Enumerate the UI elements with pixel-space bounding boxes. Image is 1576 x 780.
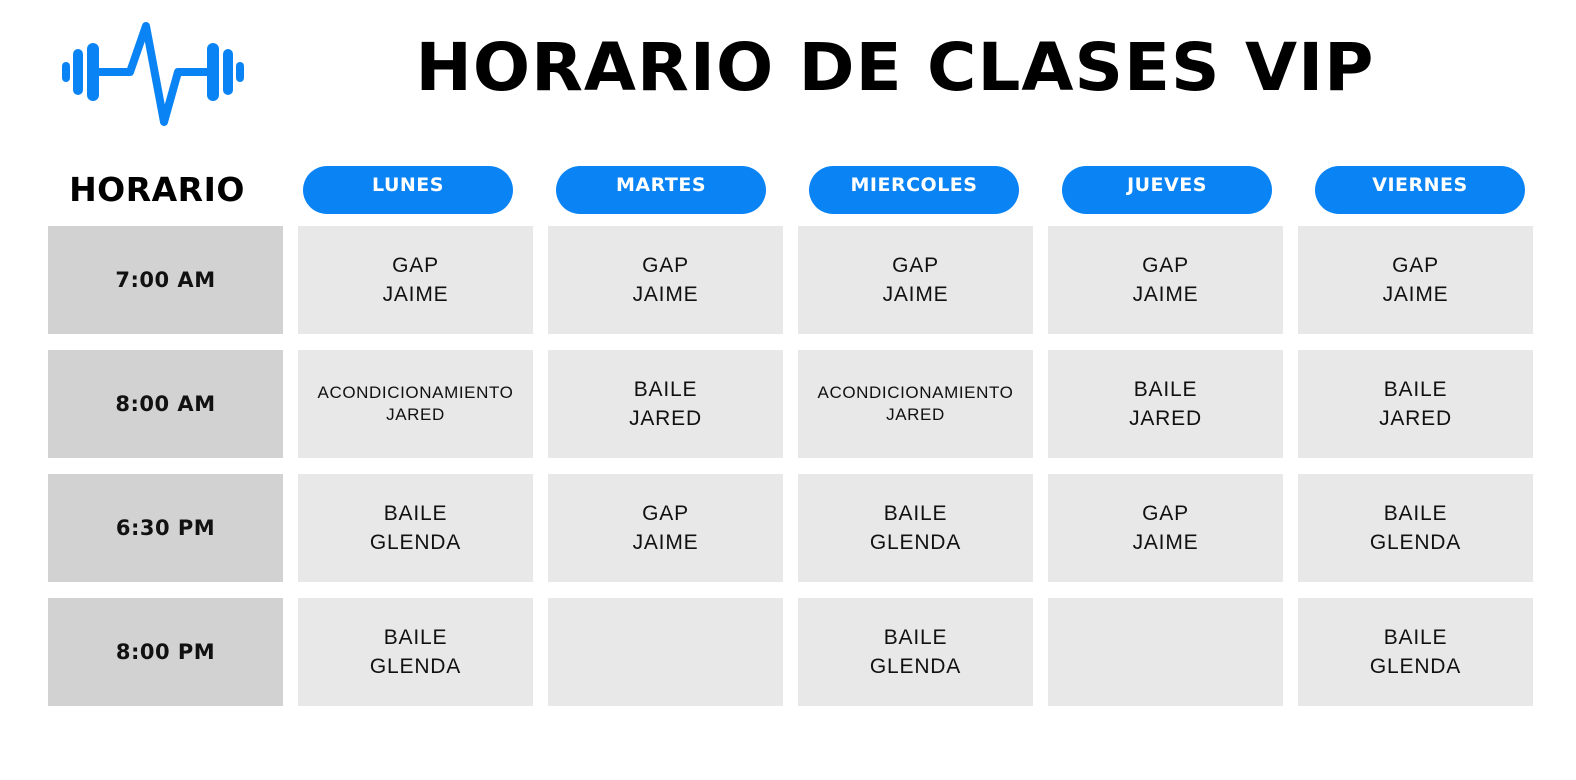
schedule-cell [548, 350, 783, 458]
page-title: HORARIO DE CLASES VIP [415, 29, 1375, 106]
class-name: BAILE [883, 502, 948, 525]
schedule-cell-empty [548, 598, 783, 706]
schedule-cell [1048, 226, 1283, 334]
instructor-name: JAIME [882, 283, 949, 306]
schedule-cell [1298, 350, 1533, 458]
schedule-cell [298, 474, 533, 582]
instructor-name: GLENDA [1369, 531, 1462, 554]
class-name: BAILE [633, 378, 698, 401]
schedule-cell [798, 226, 1033, 334]
schedule-cell [298, 598, 533, 706]
class-name: ACONDICIONAMIENTO [817, 383, 1014, 402]
class-name: BAILE [1383, 502, 1448, 525]
day-header-viernes: VIERNES [1315, 166, 1525, 214]
day-header-miercoles: MIERCOLES [809, 166, 1019, 214]
schedule-cell [798, 474, 1033, 582]
instructor-name: JARED [886, 405, 945, 424]
schedule-cell [548, 474, 783, 582]
time-slot: 8:00 AM [48, 350, 283, 458]
day-header-martes: MARTES [556, 166, 766, 214]
class-name: BAILE [383, 626, 448, 649]
instructor-name: JARED [629, 407, 702, 430]
instructor-name: GLENDA [869, 655, 962, 678]
day-header-lunes: LUNES [303, 166, 513, 214]
class-name: BAILE [883, 626, 948, 649]
class-name: GAP [1142, 254, 1189, 277]
time-slot: 7:00 AM [48, 226, 283, 334]
class-name: GAP [1392, 254, 1439, 277]
class-name: BAILE [383, 502, 448, 525]
instructor-name: JAIME [382, 283, 449, 306]
schedule-cell [298, 350, 533, 458]
class-name: GAP [392, 254, 439, 277]
class-name: GAP [892, 254, 939, 277]
instructor-name: GLENDA [369, 531, 462, 554]
schedule-cell-empty [1048, 598, 1283, 706]
schedule-cell [1048, 350, 1283, 458]
class-name: GAP [642, 254, 689, 277]
instructor-name: JARED [1129, 407, 1202, 430]
instructor-name: JAIME [1382, 283, 1449, 306]
instructor-name: JAIME [1132, 283, 1199, 306]
instructor-name: JAIME [632, 283, 699, 306]
heartbeat-dumbbell-icon [58, 22, 248, 132]
schedule-cell [298, 226, 533, 334]
instructor-name: JARED [1379, 407, 1452, 430]
schedule-cell [1298, 226, 1533, 334]
schedule-cell [798, 598, 1033, 706]
instructor-name: GLENDA [1369, 655, 1462, 678]
class-name: GAP [642, 502, 689, 525]
class-name: BAILE [1383, 626, 1448, 649]
instructor-name: JAIME [1132, 531, 1199, 554]
horario-header: HORARIO [69, 170, 245, 209]
class-name: BAILE [1383, 378, 1448, 401]
schedule-cell [1048, 474, 1283, 582]
schedule-cell [1298, 598, 1533, 706]
instructor-name: GLENDA [869, 531, 962, 554]
instructor-name: JARED [386, 405, 445, 424]
schedule-cell [798, 350, 1033, 458]
schedule-cell [1298, 474, 1533, 582]
class-name: BAILE [1133, 378, 1198, 401]
class-name: GAP [1142, 502, 1189, 525]
class-name: ACONDICIONAMIENTO [317, 383, 514, 402]
time-slot: 6:30 PM [48, 474, 283, 582]
instructor-name: JAIME [632, 531, 699, 554]
instructor-name: GLENDA [369, 655, 462, 678]
schedule-cell [548, 226, 783, 334]
time-slot: 8:00 PM [48, 598, 283, 706]
day-header-jueves: JUEVES [1062, 166, 1272, 214]
